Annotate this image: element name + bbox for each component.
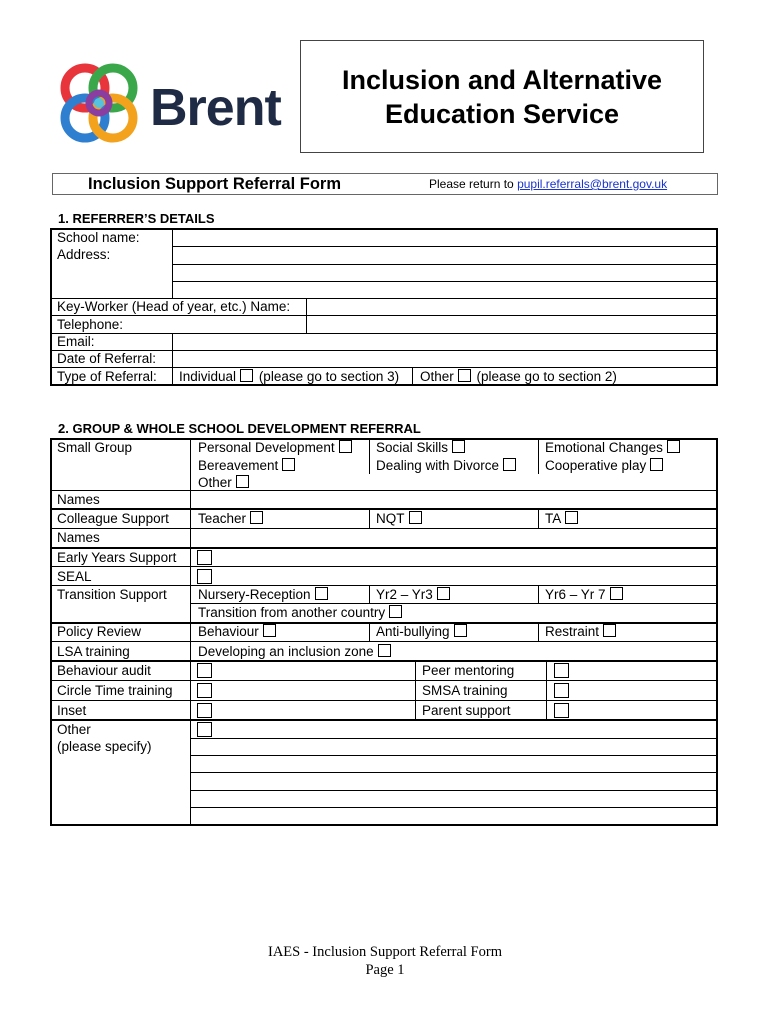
service-title-line2: Education Service bbox=[384, 99, 620, 129]
section2-heading: 2. GROUP & WHOLE SCHOOL DEVELOPMENT REFERRAL bbox=[58, 421, 421, 436]
social-skills-checkbox[interactable] bbox=[452, 440, 465, 453]
form-title-bar bbox=[52, 173, 718, 195]
parent-support-label: Parent support bbox=[422, 703, 511, 718]
other-referral-checkbox[interactable] bbox=[458, 369, 471, 382]
inclusion-zone-option bbox=[198, 644, 391, 660]
anti-bullying-label: Anti-bullying bbox=[376, 624, 450, 639]
other-specify-label: Other bbox=[57, 722, 91, 737]
nqt-label: NQT bbox=[376, 511, 405, 526]
colleague-support-label: Colleague Support bbox=[57, 511, 169, 526]
emotional-changes-checkbox[interactable] bbox=[667, 440, 680, 453]
teacher-label: Teacher bbox=[198, 511, 247, 526]
nursery-reception-checkbox[interactable] bbox=[315, 587, 328, 600]
email-field[interactable] bbox=[174, 334, 716, 349]
brent-logo-icon bbox=[55, 60, 145, 150]
telephone-label: Telephone: bbox=[57, 317, 124, 332]
transition-country-option bbox=[198, 605, 402, 621]
personal-development-option bbox=[198, 440, 352, 456]
individual-option bbox=[179, 369, 399, 385]
form-title: Inclusion Support Referral Form bbox=[88, 175, 342, 193]
cooperative-play-checkbox[interactable] bbox=[650, 458, 663, 471]
emotional-changes-label: Emotional Changes bbox=[545, 440, 663, 455]
return-email-link[interactable]: pupil.referrals@brent.gov.uk bbox=[517, 177, 668, 191]
footer-line1: IAES - Inclusion Support Referral Form bbox=[268, 944, 502, 960]
return-text: Please return to bbox=[429, 177, 518, 191]
emotional-changes-option bbox=[545, 440, 680, 456]
address-field[interactable] bbox=[174, 247, 716, 297]
school-name-label: School name: bbox=[57, 230, 140, 245]
behaviour-audit-checkbox[interactable] bbox=[197, 663, 212, 678]
yr6-yr7-option bbox=[545, 587, 623, 603]
restraint-option bbox=[545, 624, 616, 640]
cooperative-play-label: Cooperative play bbox=[545, 458, 647, 473]
footer-page-number: Page 1 bbox=[365, 962, 405, 978]
other-referral-note: (please go to section 2) bbox=[476, 369, 617, 384]
behaviour-audit-label: Behaviour audit bbox=[57, 663, 151, 678]
colleague-names-label: Names bbox=[57, 530, 100, 545]
nursery-reception-option bbox=[198, 587, 328, 603]
small-group-names-label: Names bbox=[57, 492, 100, 507]
ta-label: TA bbox=[545, 511, 562, 526]
other-referral-label: Other bbox=[420, 369, 454, 384]
other-specify-checkbox[interactable] bbox=[197, 722, 212, 737]
teacher-option bbox=[198, 511, 263, 527]
anti-bullying-option bbox=[376, 624, 467, 640]
please-specify-label: (please specify) bbox=[57, 739, 152, 754]
nursery-reception-label: Nursery-Reception bbox=[198, 587, 311, 602]
inclusion-zone-checkbox[interactable] bbox=[378, 644, 391, 657]
teacher-checkbox[interactable] bbox=[250, 511, 263, 524]
yr2-yr3-option bbox=[376, 587, 450, 603]
colleague-names-field[interactable] bbox=[192, 529, 716, 546]
ta-option bbox=[545, 511, 578, 527]
nqt-checkbox[interactable] bbox=[409, 511, 422, 524]
cooperative-play-option bbox=[545, 458, 663, 474]
individual-checkbox[interactable] bbox=[240, 369, 253, 382]
restraint-checkbox[interactable] bbox=[603, 624, 616, 637]
behaviour-option bbox=[198, 624, 276, 640]
transition-support-label: Transition Support bbox=[57, 587, 167, 602]
inclusion-zone-label: Developing an inclusion zone bbox=[198, 644, 374, 659]
yr2-yr3-checkbox[interactable] bbox=[437, 587, 450, 600]
small-group-other-checkbox[interactable] bbox=[236, 475, 249, 488]
inset-checkbox[interactable] bbox=[197, 703, 212, 718]
smsa-training-checkbox[interactable] bbox=[554, 683, 569, 698]
service-title-box bbox=[300, 40, 704, 153]
other-specify-field[interactable] bbox=[192, 739, 716, 824]
address-label: Address: bbox=[57, 247, 111, 262]
section1-heading: 1. REFERRER’S DETAILS bbox=[58, 211, 215, 226]
individual-note: (please go to section 3) bbox=[258, 369, 400, 384]
bereavement-label: Bereavement bbox=[198, 458, 279, 473]
other-option bbox=[420, 369, 617, 385]
brent-logo bbox=[55, 60, 280, 150]
yr2-yr3-label: Yr2 – Yr3 bbox=[376, 587, 433, 602]
date-of-referral-field[interactable] bbox=[174, 351, 716, 366]
personal-development-label: Personal Development bbox=[198, 440, 335, 455]
service-title-line1: Inclusion and Alternative bbox=[341, 65, 663, 95]
social-skills-option bbox=[376, 440, 465, 456]
bereavement-option bbox=[198, 458, 295, 474]
small-group-other-option bbox=[198, 475, 249, 491]
restraint-label: Restraint bbox=[545, 624, 600, 639]
bereavement-checkbox[interactable] bbox=[282, 458, 295, 471]
nqt-option bbox=[376, 511, 422, 527]
policy-review-label: Policy Review bbox=[57, 624, 142, 639]
small-group-names-field[interactable] bbox=[192, 491, 716, 507]
key-worker-field[interactable] bbox=[308, 299, 716, 314]
telephone-field[interactable] bbox=[308, 316, 716, 332]
return-instruction bbox=[429, 177, 667, 192]
seal-label: SEAL bbox=[57, 569, 92, 584]
parent-support-checkbox[interactable] bbox=[554, 703, 569, 718]
small-group-other-label: Other bbox=[198, 475, 232, 490]
seal-checkbox[interactable] bbox=[197, 569, 212, 584]
brent-logo-text: Brent bbox=[150, 79, 281, 137]
circle-time-checkbox[interactable] bbox=[197, 683, 212, 698]
early-years-support-label: Early Years Support bbox=[57, 550, 177, 565]
individual-label: Individual bbox=[179, 369, 237, 384]
early-years-support-checkbox[interactable] bbox=[197, 550, 212, 565]
social-skills-label: Social Skills bbox=[376, 440, 449, 455]
dealing-with-divorce-checkbox[interactable] bbox=[503, 458, 516, 471]
small-group-label: Small Group bbox=[57, 440, 133, 455]
ta-checkbox[interactable] bbox=[565, 511, 578, 524]
date-of-referral-label: Date of Referral: bbox=[57, 351, 157, 366]
dealing-with-divorce-label: Dealing with Divorce bbox=[376, 458, 500, 473]
peer-mentoring-label: Peer mentoring bbox=[422, 663, 515, 678]
peer-mentoring-checkbox[interactable] bbox=[554, 663, 569, 678]
email-label: Email: bbox=[57, 334, 95, 349]
type-of-referral-label: Type of Referral: bbox=[57, 369, 157, 384]
personal-development-checkbox[interactable] bbox=[339, 440, 352, 453]
smsa-training-label: SMSA training bbox=[422, 683, 508, 698]
key-worker-label: Key-Worker (Head of year, etc.) Name: bbox=[57, 299, 291, 314]
transition-country-checkbox[interactable] bbox=[389, 605, 402, 618]
yr6-yr7-checkbox[interactable] bbox=[610, 587, 623, 600]
school-name-field[interactable] bbox=[174, 229, 716, 245]
inset-label: Inset bbox=[57, 703, 87, 718]
yr6-yr7-label: Yr6 – Yr 7 bbox=[545, 587, 606, 602]
circle-time-label: Circle Time training bbox=[57, 683, 173, 698]
dealing-with-divorce-option bbox=[376, 458, 516, 474]
transition-country-label: Transition from another country bbox=[198, 605, 386, 620]
lsa-training-label: LSA training bbox=[57, 644, 130, 659]
behaviour-label: Behaviour bbox=[198, 624, 259, 639]
behaviour-checkbox[interactable] bbox=[263, 624, 276, 637]
anti-bullying-checkbox[interactable] bbox=[454, 624, 467, 637]
